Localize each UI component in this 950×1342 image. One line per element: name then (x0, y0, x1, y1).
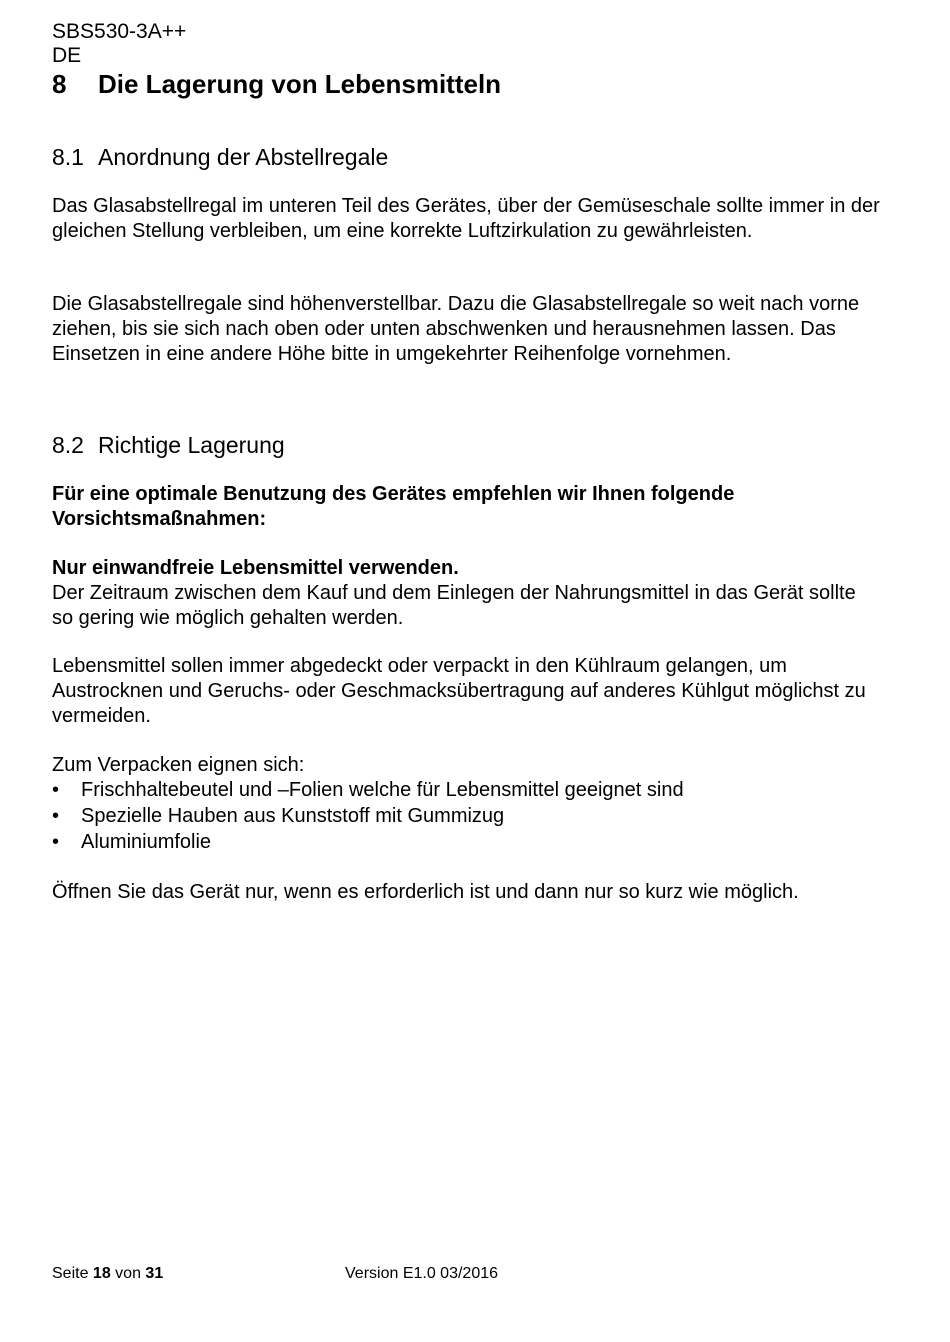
precautions-intro: Für eine optimale Benutzung des Gerätes empfehlen wir Ihnen folgende Vorsichtsmaßnahmen: (52, 483, 735, 530)
bullet-icon: • (52, 804, 60, 827)
chapter-heading (52, 68, 501, 100)
model-number: SBS530-3A++ (52, 20, 187, 43)
section-heading-8-1 (52, 143, 388, 171)
paragraph-packaging: Lebensmittel sollen immer abgedeckt oder verpackt in den Kühlraum gelangen, um Austrocknen und Geruchs- oder Geschmacksübertragung auf anderes Kühlgut möglichst zu vermeiden. (52, 655, 866, 727)
language-code: DE (52, 44, 82, 67)
section-title: Richtige Lagerung (98, 432, 285, 458)
list-intro: Zum Verpacken eignen sich: (52, 754, 305, 776)
rule-heading: Nur einwandfreie Lebensmittel verwenden. (52, 557, 459, 579)
current-page: 18 (92, 1265, 111, 1282)
page-number: Seite 18 von 31 (52, 1265, 164, 1282)
chapter-number: 8 (52, 69, 67, 99)
total-pages: 31 (145, 1265, 164, 1282)
closing-paragraph: Öffnen Sie das Gerät nur, wenn es erforderlich ist und dann nur so kurz wie möglich. (52, 881, 799, 903)
section-heading-8-2 (52, 431, 285, 459)
list-item-text: Frischhaltebeutel und –Folien welche für Lebensmittel geeignet sind (81, 779, 684, 801)
packaging-list (52, 778, 684, 855)
section-number: 8.1 (52, 144, 84, 170)
paragraph-shelf-adjustable: Die Glasabstellregale sind höhenverstellbar. Dazu die Glasabstellregale so weit nach vorne ziehen, bis sie sich nach oben oder unten abschwenken und herausnehmen lassen. Das Einsetzen in eine andere Höhe bitte in umgekehrter Reihenfolge vornehmen. (52, 293, 860, 365)
list-item (52, 830, 684, 856)
chapter-title: Die Lagerung von Lebensmitteln (98, 69, 502, 99)
list-item (52, 804, 684, 830)
section-number: 8.2 (52, 432, 84, 458)
bullet-icon: • (52, 830, 60, 853)
list-item (52, 778, 684, 804)
list-item-text: Spezielle Hauben aus Kunststoff mit Gummizug (81, 804, 505, 827)
paragraph-shelf-position: Das Glasabstellregal im unteren Teil des Gerätes, über der Gemüseschale sollte immer in der gleichen Stellung verbleiben, um eine korrekte Luftzirkulation zu gewährleisten. (52, 195, 880, 242)
list-item-text: Aluminiumfolie (81, 830, 212, 853)
bullet-icon: • (52, 779, 60, 801)
rule-text: Der Zeitraum zwischen dem Kauf und dem Einlegen der Nahrungsmittel in das Gerät sollte so gering wie möglich gehalten werden. (52, 582, 856, 629)
version-info: Version E1.0 03/2016 (345, 1265, 499, 1282)
section-title: Anordnung der Abstellregale (98, 144, 389, 170)
